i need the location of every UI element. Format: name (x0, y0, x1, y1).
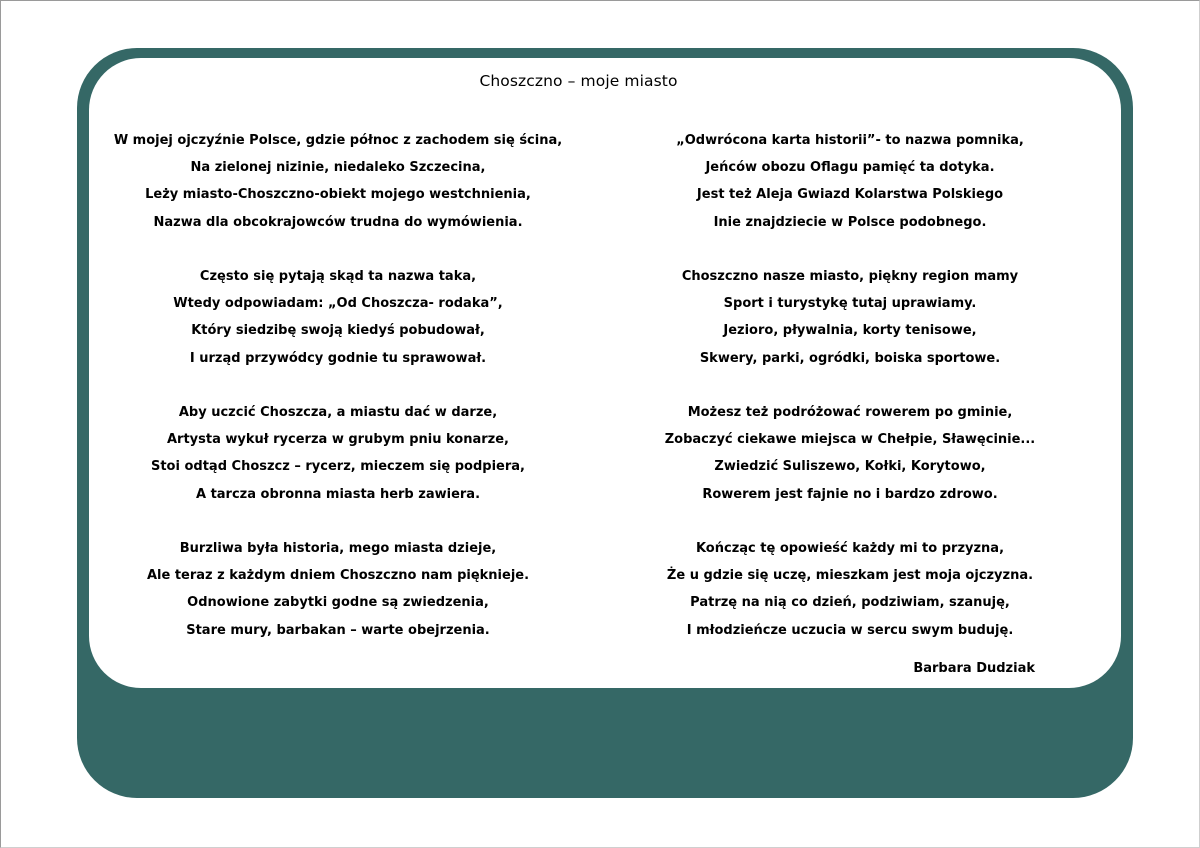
author-signature: Barbara Dudziak (913, 661, 1035, 676)
verse-line: I urząd przywódcy godnie tu sprawował. (189, 350, 487, 366)
stanza (112, 535, 564, 644)
poem-title: Choszczno – moje miasto (479, 72, 678, 90)
verse-line: Choszczno nasze miasto, piękny region mamy (681, 269, 1019, 284)
verse-line: Zwiedzić Suliszewo, Kołki, Korytowo, (714, 459, 986, 475)
stanza (112, 399, 564, 508)
verse-line: W mojej ojczyźnie Polsce, gdzie północ z zachodem się ścina, (113, 133, 563, 148)
verse-line: Wtedy odpowiadam: „Od Choszcza- rodaka”, (173, 296, 503, 312)
stanza (650, 127, 1050, 236)
right-column (650, 127, 1050, 671)
verse-line: Rowerem jest fajnie no i bardzo zdrowo. (702, 486, 998, 502)
verse-line: Zobaczyć ciekawe miejsca w Chełpie, Sławęcinie... (664, 432, 1036, 448)
verse-line: Możesz też podróżować rowerem po gminie, (687, 405, 1013, 420)
verse-line: Burzliwa była historia, mego miasta dzieje, (179, 541, 497, 556)
verse-line: Skwery, parki, ogródki, boiska sportowe. (699, 350, 1001, 366)
verse-line: Inie znajdziecie w Polsce podobnego. (713, 214, 987, 230)
verse-line: Aby uczcić Choszcza, a miastu dać w darze, (178, 405, 498, 420)
stanza (650, 535, 1050, 644)
stanza (112, 127, 564, 236)
stanza (112, 263, 564, 372)
verse-line: A tarcza obronna miasta herb zawiera. (195, 486, 481, 502)
verse-line: „Odwrócona karta historii”- to nazwa pomnika, (676, 133, 1024, 148)
verse-line: Jeńców obozu Oflagu pamięć ta dotyka. (705, 160, 995, 176)
verse-line: Patrzę na nią co dzień, podziwiam, szanuję, (690, 595, 1010, 611)
verse-line: Jezioro, pływalnia, korty tenisowe, (723, 323, 977, 339)
verse-line: Często się pytają skąd ta nazwa taka, (199, 269, 477, 284)
verse-line: Na zielonej nizinie, niedaleko Szczecina, (190, 160, 486, 176)
verse-line: I młodzieńcze uczucia w sercu swym buduję. (686, 622, 1014, 638)
verse-line: Stoi odtąd Choszcz – rycerz, mieczem się podpiera, (150, 459, 525, 475)
verse-line: Stare mury, barbakan – warte obejrzenia. (186, 622, 490, 638)
verse-line: Odnowione zabytki godne są zwiedzenia, (187, 595, 489, 611)
verse-line: Który siedzibę swoją kiedyś pobudował, (191, 323, 485, 339)
verse-line: Sport i turystykę tutaj uprawiamy. (723, 296, 977, 312)
verse-line: Jest też Aleja Gwiazd Kolarstwa Polskiego (696, 187, 1004, 203)
verse-line: Nazwa dla obcokrajowców trudna do wymówienia. (153, 214, 523, 230)
verse-line: Artysta wykuł rycerza w grubym pniu konarze, (167, 432, 509, 448)
stanza (650, 399, 1050, 508)
stanza (650, 263, 1050, 372)
left-column (112, 127, 564, 671)
verse-line: Że u gdzie się uczę, mieszkam jest moja ojczyzna. (666, 568, 1034, 584)
verse-line: Ale teraz z każdym dniem Choszczno nam pięknieje. (146, 568, 530, 584)
verse-line: Kończąc tę opowieść każdy mi to przyzna, (695, 541, 1005, 556)
verse-line: Leży miasto-Choszczno-obiekt mojego westchnienia, (145, 187, 531, 203)
